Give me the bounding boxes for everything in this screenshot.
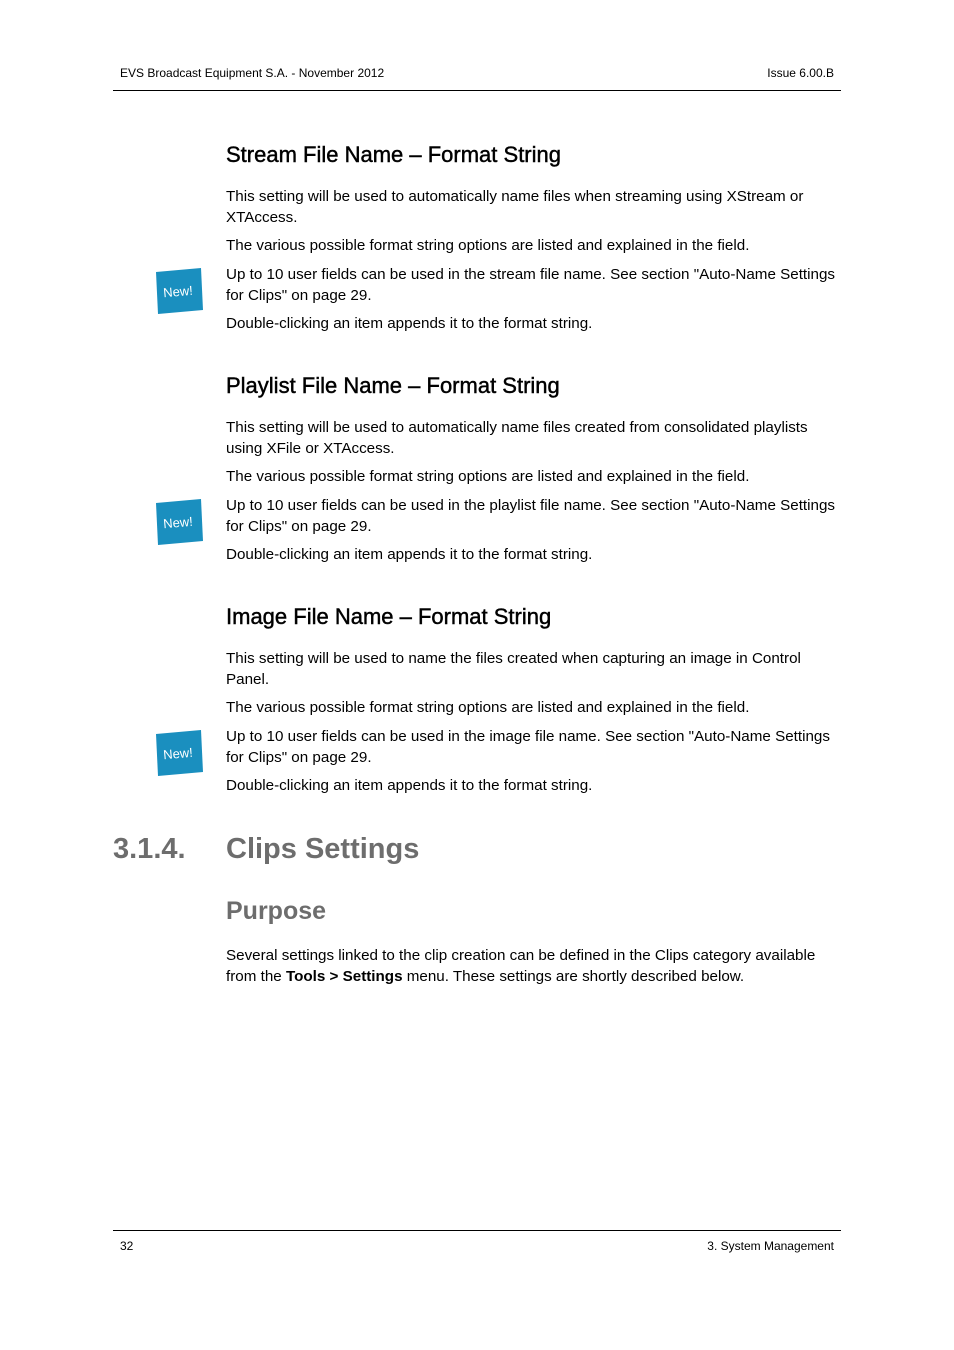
chapter-name: 3. System Management: [707, 1239, 834, 1253]
paragraph: The various possible format string options are listed and explained in the field.: [226, 237, 750, 254]
section-title-playlist: Playlist File Name – Format String: [226, 373, 560, 398]
badge-label: New!: [162, 744, 194, 763]
header-right: Issue 6.00.B: [767, 66, 834, 80]
section-title-image: Image File Name – Format String: [226, 604, 552, 629]
page-footer: [113, 1230, 841, 1255]
paragraph: Up to 10 user fields can be used in the playlist file name. See section "Auto-Name Settings for Clips" on page 29.: [226, 497, 836, 535]
paragraph: This setting will be used to automatically name files created from consolidated playlists using XFile or XTAccess.: [226, 419, 808, 457]
purpose-text-before: Several settings linked to the clip creation can be defined in the Clips category available from the: [226, 947, 816, 985]
purpose-paragraph: [226, 946, 840, 987]
paragraph: This setting will be used to name the files created when capturing an image in Control Panel.: [226, 650, 801, 688]
chapter-title: Clips Settings: [226, 833, 420, 865]
paragraph: The various possible format string options are listed and explained in the field.: [226, 699, 750, 716]
paragraph: Double-clicking an item appends it to the format string.: [226, 546, 593, 563]
new-badge-icon: [154, 730, 203, 776]
paragraph: Up to 10 user fields can be used in the image file name. See section "Auto-Name Settings for Clips" on page 29.: [226, 728, 830, 766]
page-header: [113, 66, 841, 91]
header-left: EVS Broadcast Equipment S.A. - November 2012: [120, 66, 385, 80]
menu-path: Tools > Settings: [285, 967, 403, 985]
badge-label: New!: [162, 513, 194, 532]
new-badge-icon: [154, 499, 203, 545]
page-number: 32: [120, 1239, 134, 1253]
purpose-text-after: menu. These settings are shortly described below.: [402, 967, 745, 985]
badge-label: New!: [162, 282, 194, 301]
paragraph: The various possible format string options are listed and explained in the field.: [226, 468, 750, 485]
chapter-number: 3.1.4.: [113, 833, 186, 865]
paragraph: Double-clicking an item appends it to the format string.: [226, 777, 593, 794]
section-title-stream: Stream File Name – Format String: [226, 142, 561, 167]
paragraph: This setting will be used to automatically name files when streaming using XStream or XTAccess.: [226, 188, 804, 226]
paragraph: Up to 10 user fields can be used in the stream file name. See section "Auto-Name Settings for Clips" on page 29.: [226, 266, 835, 304]
new-badge-icon: [154, 268, 203, 314]
paragraph: Double-clicking an item appends it to the format string.: [226, 315, 593, 332]
subsection-title: Purpose: [226, 897, 327, 925]
